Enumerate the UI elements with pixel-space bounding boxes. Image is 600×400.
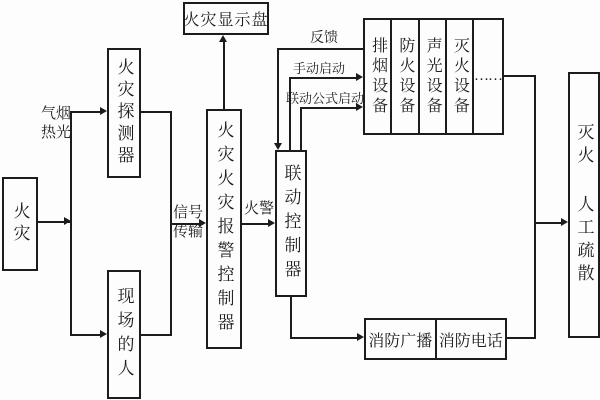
node-linkage-controller (275, 150, 307, 297)
label-fire-alarm: 火警 (244, 201, 275, 217)
node-linkage-controller-label: 联动控制器 (281, 163, 301, 284)
node-fire (2, 177, 38, 271)
node-fire-detector-label: 火灾探测器 (114, 58, 134, 168)
connector-line (277, 48, 363, 50)
connector-line (507, 337, 535, 339)
label-manual-start: 手动启动 (293, 61, 346, 76)
node-extinguish-evacuation (568, 72, 600, 338)
connector-line (300, 107, 357, 109)
connector-line (277, 48, 279, 144)
arrowhead-icon (219, 35, 227, 42)
equipment-cell-fire-protection-label: 防火设备 (396, 36, 414, 117)
equipment-cell-smoke-exhaust-label: 排烟设备 (369, 36, 387, 117)
connector-line (290, 297, 292, 339)
label-signal: 信号 (172, 205, 203, 221)
arrowhead-icon (357, 333, 364, 341)
connector-line (290, 337, 358, 339)
connector-line (289, 77, 357, 79)
equipment-cell-ellipsis-label: …… (474, 68, 502, 84)
arrowhead-icon (274, 143, 282, 150)
connector-line (534, 75, 536, 339)
node-fire-label: 火灾 (10, 202, 30, 246)
node-fire-display-panel (183, 2, 269, 35)
arrowhead-icon (356, 73, 363, 81)
equipment-cell-extinguishing (445, 20, 472, 133)
connector-line (70, 334, 103, 336)
label-signal-transmission (172, 204, 204, 242)
equipment-cell-sound-light (418, 20, 445, 133)
node-site-people (107, 270, 141, 399)
connector-line (289, 77, 291, 150)
node-fire-alarm-controller-label: 火灾火灾报警控制器 (214, 121, 234, 337)
node-fire-broadcast-label: 消防广播 (368, 332, 433, 350)
node-fire-telephone (435, 320, 506, 358)
node-fire-broadcast (366, 320, 435, 358)
node-extinguish-label: 灭火 (574, 123, 594, 169)
broadcast-telephone-group (364, 318, 507, 360)
node-fire-alarm-controller (206, 109, 242, 349)
label-gas-smoke: 气烟 (40, 106, 71, 122)
label-gas-smoke-heat-light (40, 105, 72, 143)
node-evacuation-label: 人工疏散 (574, 195, 594, 287)
node-fire-telephone-label: 消防电话 (438, 332, 503, 350)
arrowhead-icon (100, 330, 107, 338)
connector-line (70, 111, 103, 113)
label-transmission: 传输 (172, 223, 203, 240)
equipment-cell-extinguishing-label: 灭火设备 (451, 36, 469, 117)
connector-line (300, 107, 302, 150)
node-fire-display-panel-label: 火灾显示盘 (183, 12, 269, 29)
equipment-cell-fire-protection (390, 20, 417, 133)
connector-line (534, 222, 562, 224)
equipment-cell-ellipsis (472, 20, 502, 133)
connector-line (141, 334, 172, 336)
equipment-cell-sound-light-label: 声光设备 (424, 36, 442, 117)
connector-line (504, 75, 536, 77)
equipment-cell-smoke-exhaust (365, 20, 390, 133)
connector-line (141, 111, 172, 113)
connector-line (223, 38, 225, 109)
arrowhead-icon (100, 107, 107, 115)
label-formula-start: 联动公式启动 (286, 91, 365, 106)
node-fire-detector (107, 48, 141, 178)
label-feedback: 反馈 (310, 31, 338, 46)
arrowhead-icon (268, 219, 275, 227)
connector-line (70, 112, 72, 336)
equipment-group (363, 18, 504, 135)
arrowhead-icon (561, 218, 568, 226)
node-site-people-label: 现场的人 (114, 286, 134, 383)
connector-line (242, 223, 269, 225)
label-heat-light: 热光 (40, 124, 71, 141)
